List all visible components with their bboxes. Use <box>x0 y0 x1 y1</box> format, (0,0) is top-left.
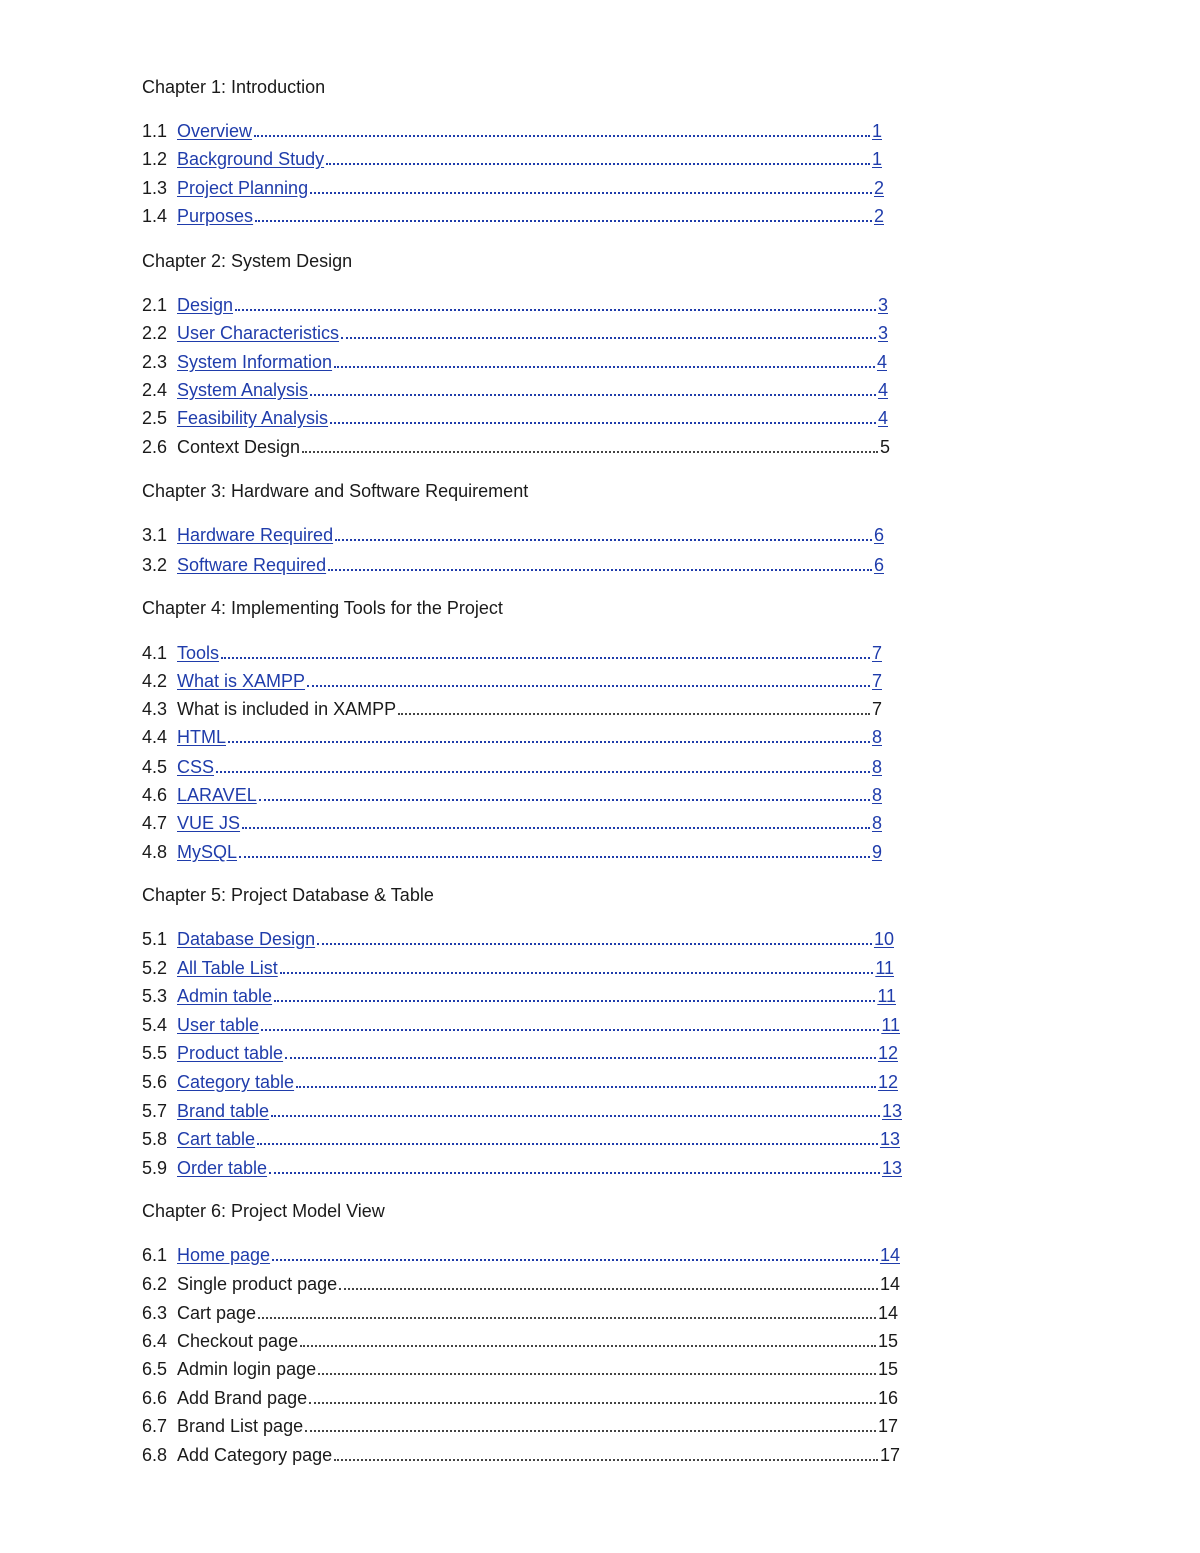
toc-entry-number: 5.2 <box>142 958 168 978</box>
dot-leader <box>328 569 872 571</box>
toc-entry-text <box>177 698 882 720</box>
toc-entry-number: 5.9 <box>142 1158 168 1178</box>
toc-entry-number: 5.5 <box>142 1043 168 1063</box>
toc-entry-number: 4.7 <box>142 813 168 833</box>
toc-entry-number: 5.7 <box>142 1101 168 1121</box>
toc-entry-number: 5.4 <box>142 1015 168 1035</box>
toc-entry-link[interactable] <box>177 407 888 429</box>
toc-entry-title: Background Study <box>177 149 325 169</box>
toc-entry-link[interactable] <box>177 205 884 227</box>
toc-entry-page-number: 1 <box>871 121 882 141</box>
dot-leader <box>330 422 876 424</box>
toc-entry-number: 6.4 <box>142 1331 168 1351</box>
toc-entry-number: 2.2 <box>142 323 168 343</box>
toc-entry-page-number: 4 <box>876 352 887 372</box>
toc-entry-title: User table <box>177 1015 260 1035</box>
toc-entry-number: 6.5 <box>142 1359 168 1379</box>
dot-leader <box>259 799 870 801</box>
toc-entry <box>142 434 890 458</box>
toc-entry-title: Database Design <box>177 929 316 949</box>
toc-entry-link[interactable] <box>177 554 884 576</box>
toc-entry-title: Design <box>177 295 234 315</box>
chapter-heading: Chapter 5: Project Database & Table <box>142 885 434 905</box>
toc-entry-link[interactable] <box>177 841 882 863</box>
toc-entry-number: 5.3 <box>142 986 168 1006</box>
toc-entry-page-number: 8 <box>871 785 882 805</box>
toc-entry-link[interactable] <box>177 1014 900 1036</box>
toc-entry-number: 6.7 <box>142 1416 168 1436</box>
toc-entry-page-number: 8 <box>871 727 882 747</box>
toc-entry[interactable] <box>142 839 882 863</box>
toc-entry-number: 4.8 <box>142 842 168 862</box>
dot-leader <box>255 220 872 222</box>
toc-entry[interactable] <box>142 754 882 778</box>
toc-entry-text <box>177 1358 898 1380</box>
toc-entry-link[interactable] <box>177 670 882 692</box>
dot-leader <box>272 1259 878 1261</box>
toc-entry-page-number: 12 <box>877 1043 898 1063</box>
toc-entry-text <box>177 1330 898 1352</box>
toc-entry-title: Admin table <box>177 986 273 1006</box>
toc-entry-page-number: 4 <box>877 380 888 400</box>
toc-entry-number: 2.5 <box>142 408 168 428</box>
toc-entry-link[interactable] <box>177 957 894 979</box>
toc-entry-page-number: 11 <box>875 958 894 978</box>
toc-entry-link[interactable] <box>177 322 888 344</box>
toc-entry-page-number: 2 <box>873 206 884 226</box>
toc-entry-number: 4.6 <box>142 785 168 805</box>
toc-entry[interactable] <box>142 1242 900 1266</box>
dot-leader <box>326 163 870 165</box>
dot-leader <box>271 1115 880 1117</box>
toc-entry <box>142 1328 898 1352</box>
toc-entry-page-number: 4 <box>877 408 888 428</box>
toc-entry-title: Home page <box>177 1245 271 1265</box>
toc-entry <box>142 1356 898 1380</box>
toc-entry-number: 6.1 <box>142 1245 168 1265</box>
toc-entry[interactable] <box>142 782 882 806</box>
toc-entry-number: 2.3 <box>142 352 168 372</box>
toc-entry-page-number: 17 <box>879 1445 900 1465</box>
toc-entry-link[interactable] <box>177 1071 898 1093</box>
toc-entry-number: 5.8 <box>142 1129 168 1149</box>
toc-entry-text <box>177 436 890 458</box>
toc-entry[interactable] <box>142 668 882 692</box>
toc-entry[interactable] <box>142 983 896 1007</box>
dot-leader <box>280 972 874 974</box>
toc-entry-title: Checkout page <box>177 1331 299 1351</box>
dot-leader <box>285 1057 876 1059</box>
toc-entry-page-number: 11 <box>877 986 896 1006</box>
toc-entry[interactable] <box>142 810 882 834</box>
toc-entry-link[interactable] <box>177 1100 902 1122</box>
toc-entry-title: System Analysis <box>177 380 309 400</box>
toc-entry-page-number: 11 <box>881 1015 900 1035</box>
toc-entry-title: Overview <box>177 121 253 141</box>
toc-entry-page-number: 14 <box>877 1303 898 1323</box>
toc-entry[interactable] <box>142 175 884 199</box>
toc-entry-number: 4.3 <box>142 699 168 719</box>
toc-entry-title: Feasibility Analysis <box>177 408 329 428</box>
toc-entry-link[interactable] <box>177 1157 902 1179</box>
dot-leader <box>317 943 872 945</box>
dot-leader <box>305 1430 876 1432</box>
toc-entry[interactable] <box>142 118 882 142</box>
toc-entry-page-number: 15 <box>877 1331 898 1351</box>
chapter-heading: Chapter 4: Implementing Tools for the Project <box>142 598 503 618</box>
dot-leader <box>261 1029 879 1031</box>
toc-entry-title: System Information <box>177 352 333 372</box>
toc-entry-page-number: 17 <box>877 1416 898 1436</box>
toc-entry-title: Cart table <box>177 1129 256 1149</box>
dot-leader <box>341 337 876 339</box>
dot-leader <box>302 451 878 453</box>
toc-entry-number: 1.3 <box>142 178 168 198</box>
toc-entry-title: Add Brand page <box>177 1388 308 1408</box>
toc-entry-number: 2.4 <box>142 380 168 400</box>
toc-entry[interactable] <box>142 1012 900 1036</box>
toc-entry-page-number: 6 <box>873 525 884 545</box>
toc-entry-link[interactable] <box>177 1042 898 1064</box>
dot-leader <box>235 309 876 311</box>
chapter-heading: Chapter 1: Introduction <box>142 77 326 97</box>
dot-leader <box>216 771 870 773</box>
dot-leader <box>310 192 872 194</box>
dot-leader <box>258 1317 876 1319</box>
toc-entry-link[interactable] <box>177 1128 900 1150</box>
dot-leader <box>310 394 876 396</box>
toc-entry-page-number: 14 <box>879 1245 900 1265</box>
toc-entry-page-number: 15 <box>877 1359 898 1379</box>
toc-entry-link[interactable] <box>177 1244 900 1266</box>
toc-entry-link[interactable] <box>177 726 882 748</box>
toc-entry-text <box>177 1387 898 1409</box>
toc-entry-page-number: 7 <box>871 671 882 691</box>
dot-leader <box>296 1086 876 1088</box>
toc-entry-link[interactable] <box>177 351 887 373</box>
toc-entry-title: Brand table <box>177 1101 270 1121</box>
toc-entry-page-number: 13 <box>881 1101 902 1121</box>
toc-entry[interactable] <box>142 349 887 373</box>
toc-entry-link[interactable] <box>177 379 888 401</box>
toc-entry-title: User Characteristics <box>177 323 340 343</box>
dot-leader <box>335 539 872 541</box>
toc-entry-page-number: 10 <box>873 929 894 949</box>
toc-entry-page-number: 14 <box>879 1274 900 1294</box>
toc-entry[interactable] <box>142 203 884 227</box>
dot-leader <box>318 1373 876 1375</box>
toc-entry[interactable] <box>142 1040 898 1064</box>
dot-leader <box>300 1345 876 1347</box>
dot-leader <box>339 1288 878 1290</box>
dot-leader <box>254 135 870 137</box>
dot-leader <box>274 1000 875 1002</box>
toc-entry-link[interactable] <box>177 524 884 546</box>
toc-entry-title: Add Category page <box>177 1445 333 1465</box>
toc-entry <box>142 1442 900 1466</box>
toc-entry-number: 4.1 <box>142 643 168 663</box>
toc-entry-number: 4.5 <box>142 757 168 777</box>
toc-entry <box>142 1300 898 1324</box>
toc-entry-page-number: 5 <box>879 437 890 457</box>
toc-entry-number: 2.1 <box>142 295 168 315</box>
toc-entry-page-number: 16 <box>877 1388 898 1408</box>
toc-entry <box>142 1271 900 1295</box>
toc-entry-text <box>177 1444 900 1466</box>
toc-entry-text <box>177 1273 900 1295</box>
toc-entry-title: Product table <box>177 1043 284 1063</box>
toc-entry-page-number: 7 <box>871 699 882 719</box>
toc-entry[interactable] <box>142 1155 902 1179</box>
toc-entry-page-number: 13 <box>879 1129 900 1149</box>
toc-entry-title: Software Required <box>177 555 327 575</box>
toc-entry-title: MySQL <box>177 842 238 862</box>
toc-entry-page-number: 13 <box>881 1158 902 1178</box>
toc-entry-title: Brand List page <box>177 1416 304 1436</box>
toc-entry-number: 5.1 <box>142 929 168 949</box>
toc-entry-title: What is included in XAMPP <box>177 699 397 719</box>
toc-entry[interactable] <box>142 405 888 429</box>
toc-entry[interactable] <box>142 1098 902 1122</box>
toc-entry-title: Purposes <box>177 206 254 226</box>
dot-leader <box>257 1143 878 1145</box>
toc-entry-link[interactable] <box>177 177 884 199</box>
toc-entry-link[interactable] <box>177 784 882 806</box>
toc-entry[interactable] <box>142 1069 898 1093</box>
toc-entry-title: Tools <box>177 643 220 663</box>
toc-entry-link[interactable] <box>177 812 882 834</box>
toc-entry-title: All Table List <box>177 958 278 978</box>
toc-entry-link[interactable] <box>177 120 882 142</box>
dot-leader <box>269 1172 880 1174</box>
toc-entry-title: Cart page <box>177 1303 257 1323</box>
toc-entry <box>142 696 882 720</box>
toc-entry-number: 1.2 <box>142 149 168 169</box>
toc-entry-text <box>177 1302 898 1324</box>
toc-entry-link[interactable] <box>177 148 882 170</box>
toc-entry-number: 6.2 <box>142 1274 168 1294</box>
dot-leader <box>398 713 870 715</box>
dot-leader <box>334 1459 878 1461</box>
toc-entry-title: LARAVEL <box>177 785 257 805</box>
toc-entry[interactable] <box>142 552 884 576</box>
toc-entry-link[interactable] <box>177 928 894 950</box>
toc-entry-page-number: 7 <box>871 643 882 663</box>
toc-entry-link[interactable] <box>177 756 882 778</box>
toc-entry-number: 1.4 <box>142 206 168 226</box>
toc-entry-number: 3.1 <box>142 525 168 545</box>
toc-entry-page-number: 2 <box>873 178 884 198</box>
toc-entry[interactable] <box>142 724 882 748</box>
toc-entry-page-number: 8 <box>871 813 882 833</box>
toc-entry-text <box>177 1415 898 1437</box>
toc-entry-title: Project Planning <box>177 178 309 198</box>
toc-entry-title: CSS <box>177 757 215 777</box>
toc-entry-page-number: 8 <box>871 757 882 777</box>
toc-entry-title: HTML <box>177 727 226 747</box>
toc-entry-number: 6.3 <box>142 1303 168 1323</box>
chapter-heading: Chapter 6: Project Model View <box>142 1201 385 1221</box>
toc-entry-title: Single product page <box>177 1274 338 1294</box>
dot-leader <box>242 827 870 829</box>
toc-entry-page-number: 1 <box>871 149 882 169</box>
dot-leader <box>228 741 870 743</box>
toc-entry-title: VUE JS <box>177 813 241 833</box>
toc-entry[interactable] <box>142 1126 900 1150</box>
toc-entry[interactable] <box>142 320 888 344</box>
toc-entry[interactable] <box>142 926 894 950</box>
toc-entry-link[interactable] <box>177 642 882 664</box>
toc-entry-title: Admin login page <box>177 1359 317 1379</box>
toc-entry-title: Hardware Required <box>177 525 334 545</box>
toc-entry[interactable] <box>142 377 888 401</box>
toc-entry-title: What is XAMPP <box>177 671 306 691</box>
toc-entry-page-number: 6 <box>873 555 884 575</box>
toc-entry-number: 6.6 <box>142 1388 168 1408</box>
dot-leader <box>309 1402 876 1404</box>
toc-entry[interactable] <box>142 522 884 546</box>
toc-entry-page-number: 12 <box>877 1072 898 1092</box>
chapter-heading: Chapter 3: Hardware and Software Requirement <box>142 481 529 501</box>
toc-entry-number: 5.6 <box>142 1072 168 1092</box>
toc-entry-page-number: 3 <box>877 323 888 343</box>
dot-leader <box>239 856 870 858</box>
toc-entry-number: 1.1 <box>142 121 168 141</box>
toc-entry <box>142 1413 898 1437</box>
toc-entry-page-number: 9 <box>871 842 882 862</box>
toc-entry-page-number: 3 <box>877 295 888 315</box>
toc-entry-link[interactable] <box>177 985 896 1007</box>
toc-entry-number: 2.6 <box>142 437 168 457</box>
toc-entry[interactable] <box>142 640 882 664</box>
toc-entry-number: 4.4 <box>142 727 168 747</box>
toc-entry-number: 3.2 <box>142 555 168 575</box>
toc-entry-title: Order table <box>177 1158 268 1178</box>
toc-entry-link[interactable] <box>177 294 888 316</box>
toc-entry-title: Category table <box>177 1072 295 1092</box>
chapter-heading: Chapter 2: System Design <box>142 251 353 271</box>
toc-entry <box>142 1385 898 1409</box>
toc-entry[interactable] <box>142 955 894 979</box>
toc-entry[interactable] <box>142 292 888 316</box>
dot-leader <box>307 685 870 687</box>
toc-entry-number: 4.2 <box>142 671 168 691</box>
dot-leader <box>221 657 870 659</box>
toc-entry[interactable] <box>142 146 882 170</box>
toc-entry-number: 6.8 <box>142 1445 168 1465</box>
toc-entry-title: Context Design <box>177 437 301 457</box>
dot-leader <box>334 366 875 368</box>
